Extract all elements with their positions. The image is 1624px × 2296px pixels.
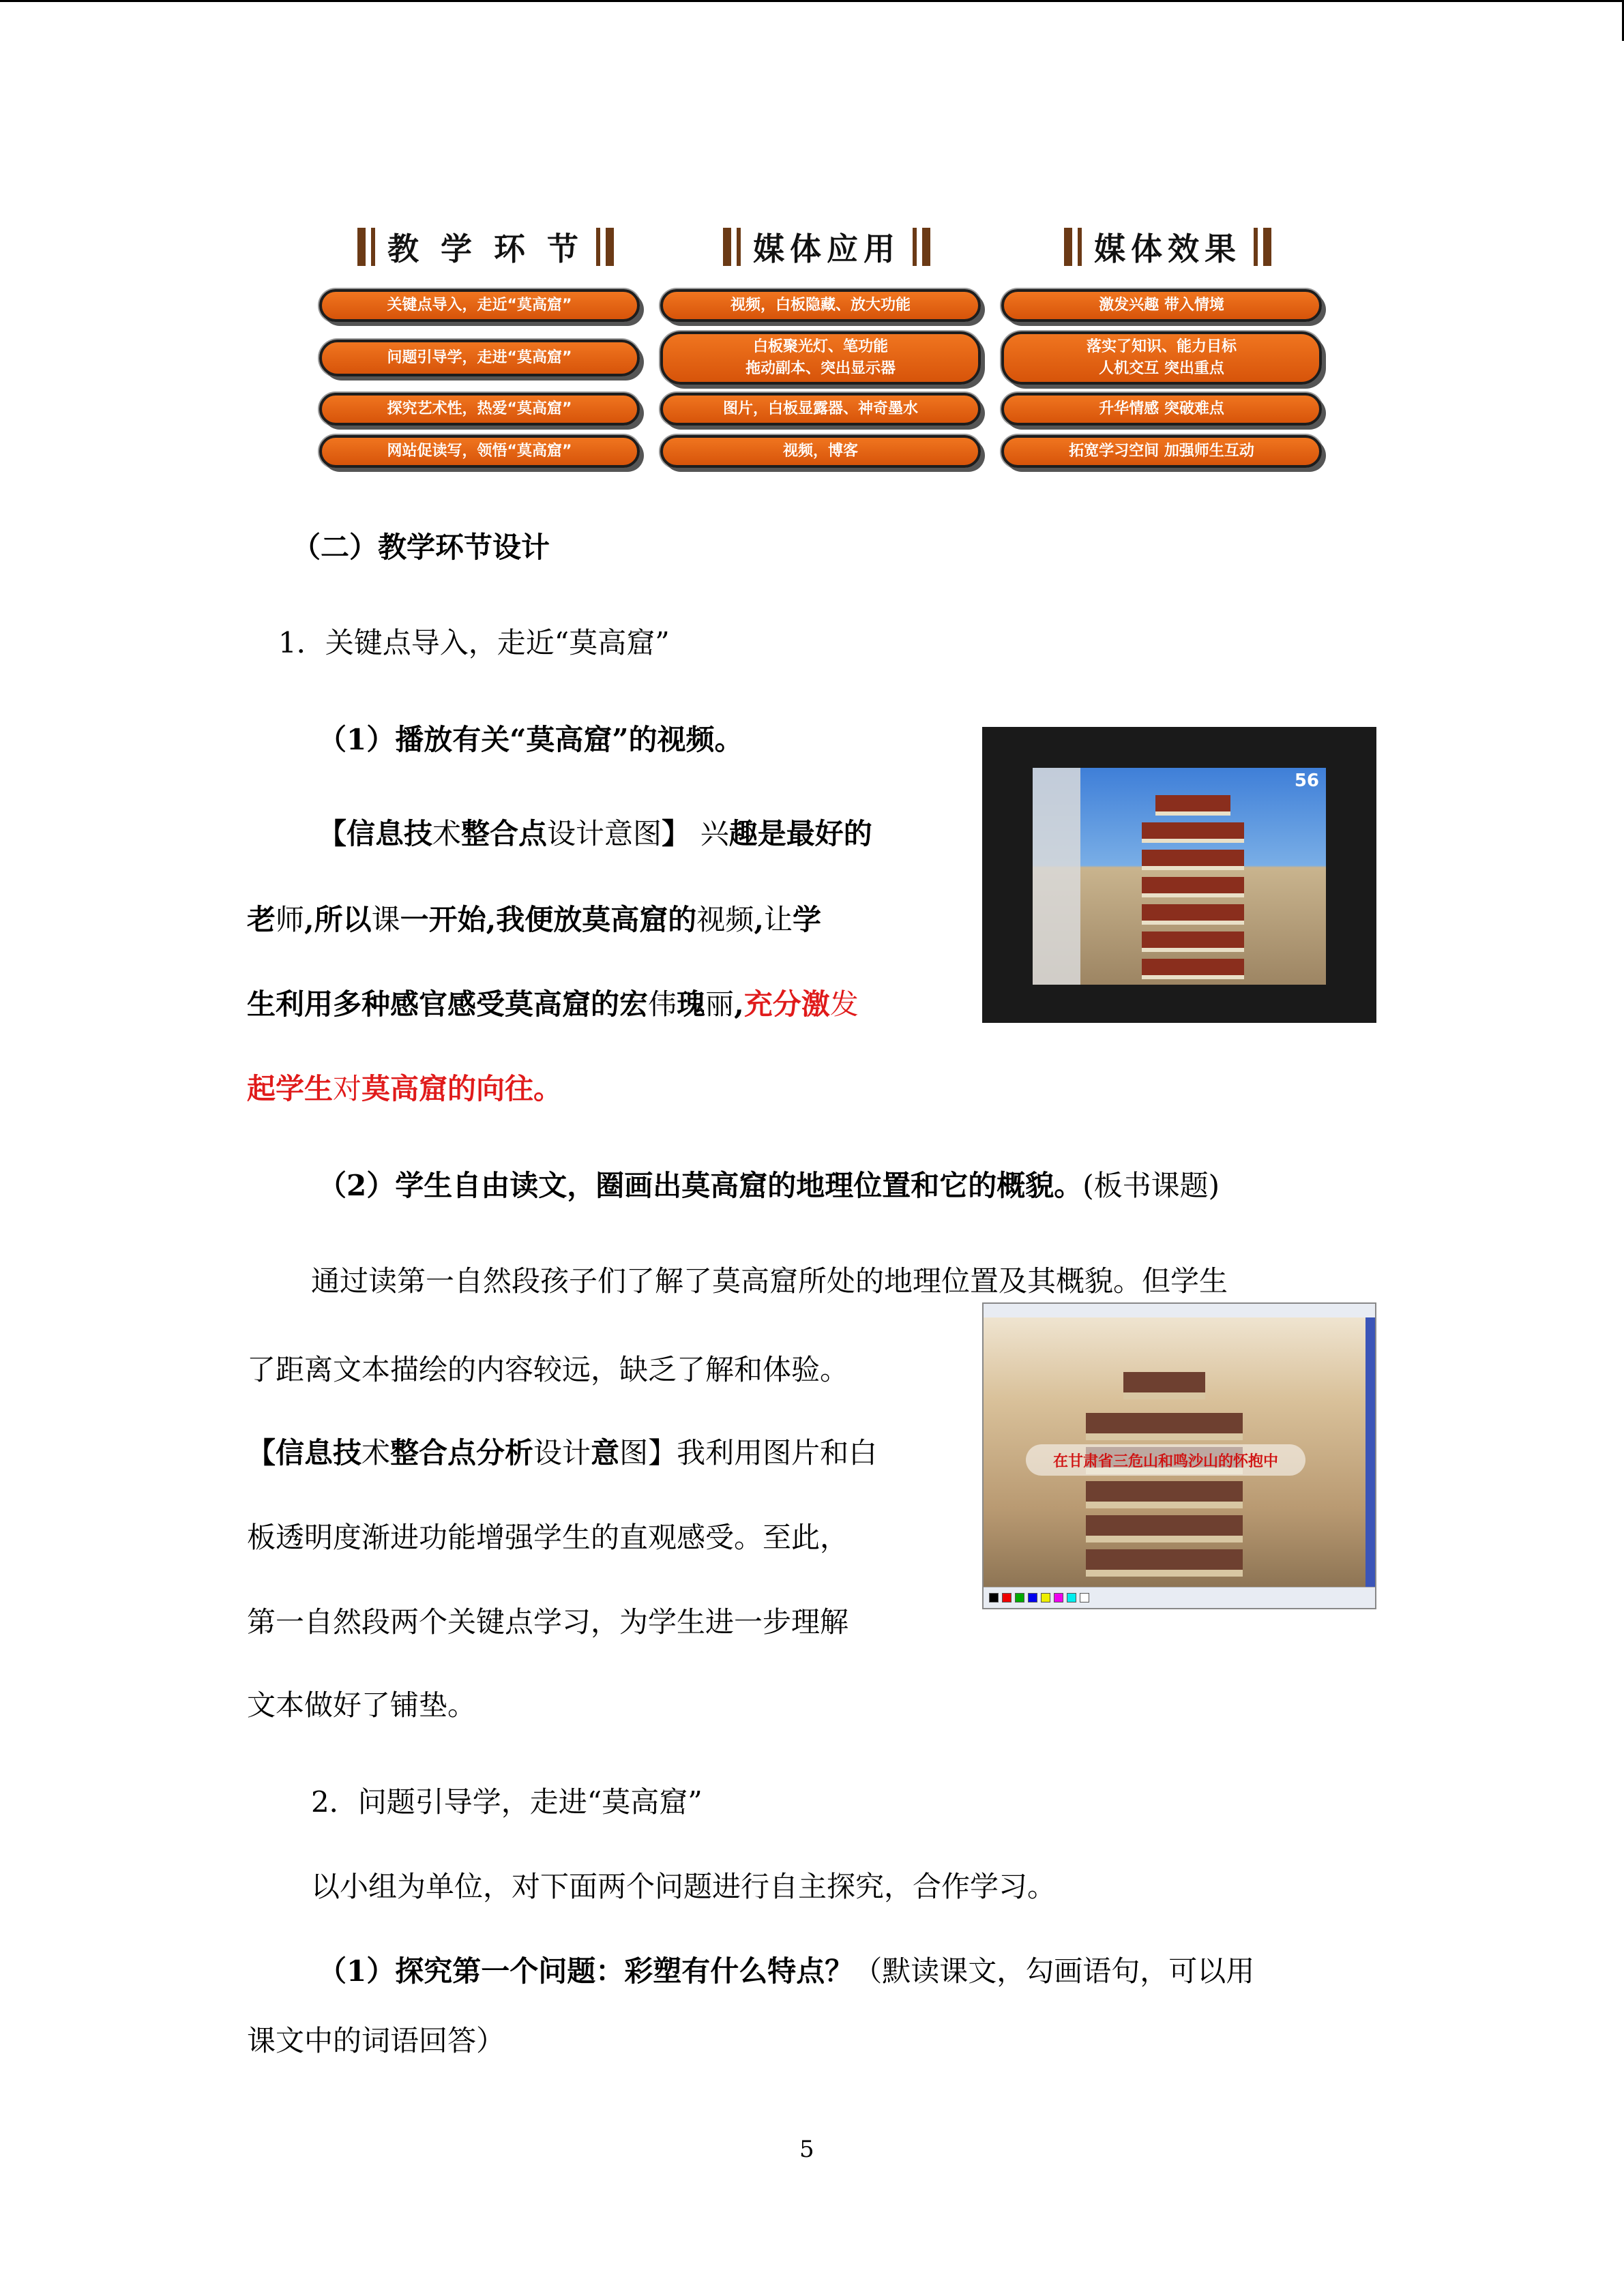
paragraph-line: 【信息技术整合点设计意图】 兴趣是最好的 (318, 817, 872, 850)
step-heading: （1）播放有关“莫高窟”的视频。 (318, 723, 743, 756)
whiteboard-screenshot (982, 1302, 1376, 1609)
paragraph-line: 了距离文本描绘的内容较远，缺乏了解和体验。 (247, 1353, 849, 1386)
column-title: 媒体效果 (1094, 230, 1241, 267)
pagoda-illustration (1086, 1372, 1243, 1590)
column-media-effect (997, 218, 1338, 460)
whiteboard-toolbar (984, 1587, 1376, 1608)
media-pill: 图片，白板显露器、神奇墨水 (660, 393, 981, 426)
column-media-application (656, 218, 997, 460)
effect-pill: 激发兴趣 带入情境 (1001, 289, 1322, 322)
image-caption: 在甘肃省三危山和鸣沙山的怀抱中 (1026, 1444, 1305, 1476)
column-header (997, 218, 1338, 275)
subsection-heading: 1．关键点导入，走近“莫高窟” (278, 626, 670, 659)
column-title: 媒体应用 (753, 230, 900, 267)
step-pill: 网站促读写，领悟“莫高窟” (319, 435, 640, 468)
media-pill: 白板聚光灯、笔功能 拖动副本、突出显示器 (660, 331, 981, 385)
paragraph-line: 以小组为单位，对下面两个问题进行自主探究，合作学习。 (311, 1870, 1057, 1903)
effect-pill: 拓宽学习空间 加强师生互动 (1001, 435, 1322, 468)
paragraph-line: 板透明度渐进功能增强学生的直观感受。至此， (247, 1521, 849, 1554)
video-site-logo: 56 (1294, 771, 1319, 791)
media-pill: 视频，白板隐藏、放大功能 (660, 289, 981, 322)
page-top-border (0, 0, 1624, 2)
step-heading: （1）探究第一个问题：彩塑有什么特点？（默读课文，勾画语句，可以用 (318, 1954, 1255, 1988)
subsection-heading: 2．问题引导学，走进“莫高窟” (311, 1785, 703, 1819)
paragraph-line: 【信息技术整合点分析设计意图】我利用图片和白 (247, 1436, 878, 1470)
paragraph-line: 老师,所以课一开始,我便放莫高窟的视频,让学 (247, 903, 821, 936)
step-pill: 探究艺术性，热爱“莫高窟” (319, 393, 640, 426)
step-pill: 关键点导入，走近“莫高窟” (319, 289, 640, 322)
column-title: 教 学 环 节 (387, 230, 585, 267)
paragraph-line: 起学生对莫高窟的向往。 (247, 1072, 563, 1105)
step-heading: （2）学生自由读文，圈画出莫高窟的地理位置和它的概貌。(板书课题) (318, 1169, 1220, 1202)
section-heading: （二）教学环节设计 (292, 531, 550, 564)
effect-pill: 落实了知识、能力目标 人机交互 突出重点 (1001, 331, 1322, 385)
paragraph-line: 通过读第一自然段孩子们了解了莫高窟所处的地理位置及其概貌。但学生 (311, 1264, 1228, 1298)
paragraph-line: 第一自然段两个关键点学习，为学生进一步理解 (247, 1605, 849, 1639)
pagoda-illustration (1142, 795, 1244, 985)
paragraph-line: 文本做好了铺垫。 (247, 1688, 477, 1722)
step-pill: 问题引导学，走进“莫高窟” (319, 340, 640, 376)
paragraph-line: 生利用多种感官感受莫高窟的宏伟瑰丽,充分激发 (247, 987, 859, 1021)
column-header (656, 218, 997, 275)
media-pill: 视频，博客 (660, 435, 981, 468)
page-number: 5 (799, 2136, 814, 2163)
column-teaching-steps (315, 218, 656, 460)
column-header (315, 218, 656, 275)
teaching-overview-diagram (315, 218, 1338, 477)
whiteboard-menubar (984, 1304, 1375, 1318)
effect-pill: 升华情感 突破难点 (1001, 393, 1322, 426)
paragraph-line: 课文中的词语回答） (247, 2024, 505, 2057)
mogao-video-screenshot (982, 727, 1376, 1023)
